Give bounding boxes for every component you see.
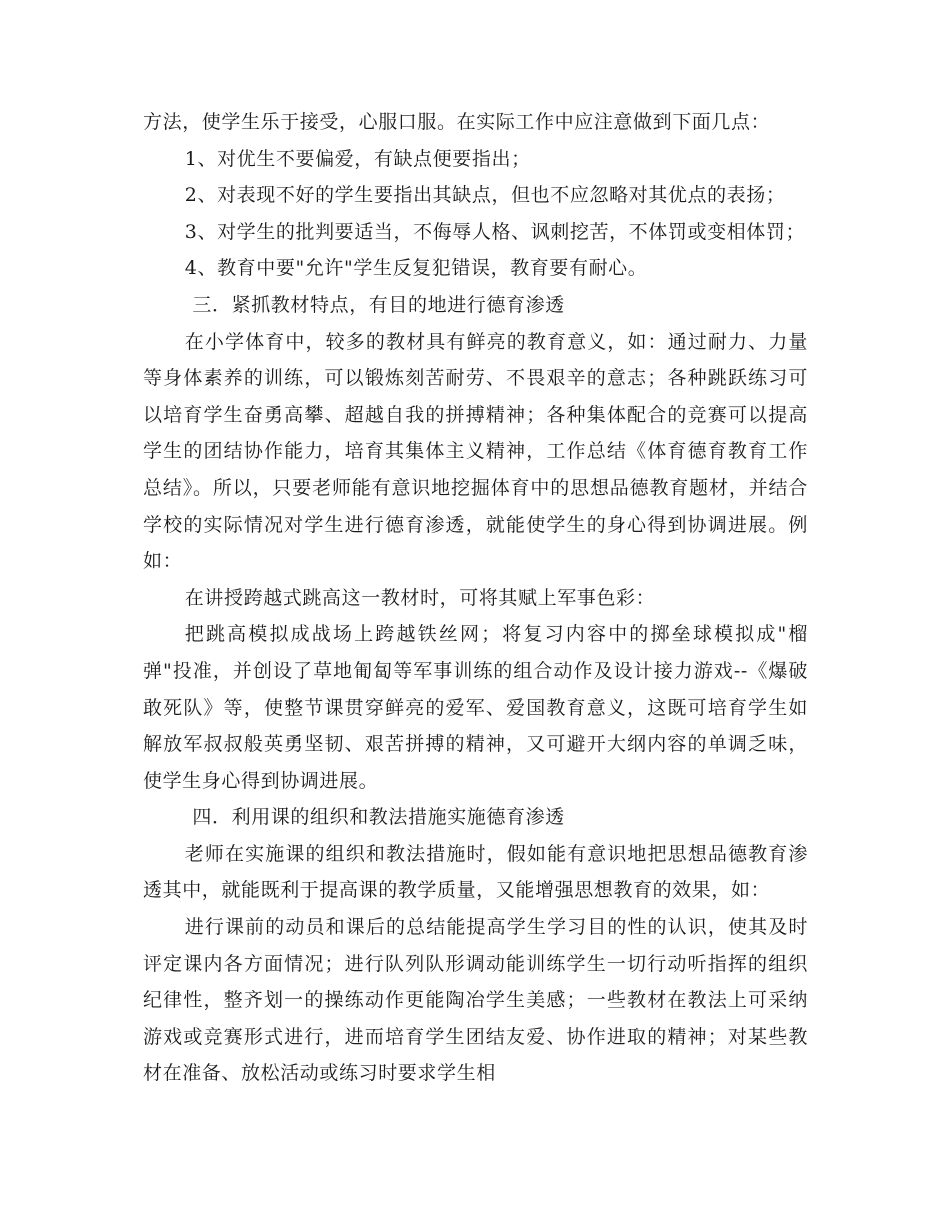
paragraph-section-4-details: 进行课前的动员和课后的总结能提高学生学习目的性的认识，使其及时评定课内各方面情况；进行队列队形调动能训练学生一切行动听指挥的组织纪律性，整齐划一的操练动作更能陶冶学生美感；一些教材在教法上可采纳游戏或竞赛形式进行，进而培育学生团结友爱、协作进取的精神；对某些教材在准备、放松活动或练习时要求学生相 <box>143 916 808 1085</box>
paragraph-section-4-body: 老师在实施课的组织和教法措施时，假如能有意识地把思想品德教育渗透其中，就能既利于提高课的教学质量，又能增强思想教育的效果，如： <box>143 842 808 902</box>
list-item-2: 2、对表现不好的学生要指出其缺点，但也不应忽略对其优点的表扬； <box>184 184 786 207</box>
list-item-3: 3、对学生的批判要适当，不侮辱人格、讽刺挖苦，不体罚或变相体罚； <box>184 220 806 243</box>
section-heading-3: 三．紧抓教材特点，有目的地进行德育渗透 <box>192 293 565 316</box>
paragraph-example-body: 把跳高模拟成战场上跨越铁丝网；将复习内容中的掷垒球模拟成"榴弹"投准，并创设了草地匍匐等军事训练的组合动作及设计接力游戏--《爆破敢死队》等，使整节课贯穿鲜亮的爱军、爱国教育意义，这既可培育学生如解放军叔叔般英勇坚韧、艰苦拼搏的精神，又可避开大纲内容的单调乏味，使学生身心得到协调进展。 <box>143 623 808 792</box>
list-item-1: 1、对优生不要偏爱，有缺点便要指出； <box>184 147 531 170</box>
paragraph-example-intro: 在讲授跨越式跳高这一教材时，可将其赋上军事色彩： <box>184 586 656 609</box>
list-item-4: 4、教育中要"允许"学生反复犯错误，教育要有耐心。 <box>184 257 648 280</box>
paragraph-intro: 方法，使学生乐于接受，心服口服。在实际工作中应注意做到下面几点： <box>143 111 771 133</box>
paragraph-section-3-body: 在小学体育中，较多的教材具有鲜亮的教育意义，如：通过耐力、力量等身体素养的训练，可以锻炼刻苦耐劳、不畏艰辛的意志；各种跳跃练习可以培育学生奋勇高攀、超越自我的拼搏精神；各种集体配合的竞赛可以提高学生的团结协作能力，培育其集体主义精神，工作总结《体育德育教育工作总结》。所以，只要老师能有意识地挖掘体育中的思想品德教育题材，并结合学校的实际情况对学生进行德育渗透，就能使学生的身心得到协调进展。例如： <box>143 330 808 573</box>
document-page <box>143 104 808 1092</box>
section-heading-4: 四．利用课的组织和教法措施实施德育渗透 <box>192 806 565 829</box>
